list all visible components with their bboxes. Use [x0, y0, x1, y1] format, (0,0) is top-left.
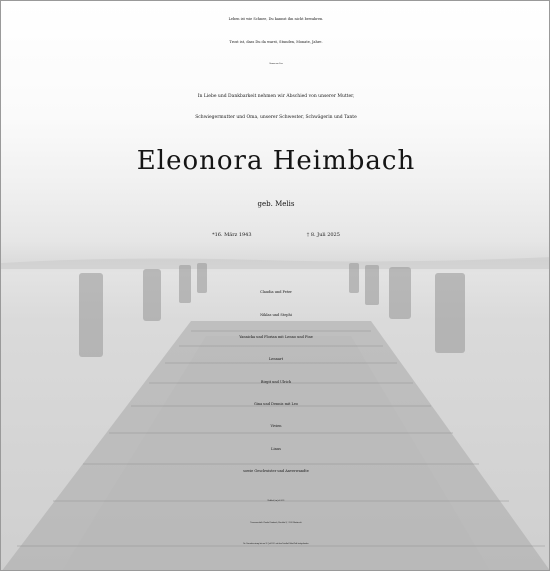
place-date: Waldbröl, im Juli 2025 — [267, 501, 285, 502]
obituary-text — [1, 1, 550, 571]
mourner-8: Linus — [271, 447, 281, 451]
mourner-9: sowie Geschwister und Anverwandte — [243, 469, 309, 473]
intro-line-1: In Liebe und Dankbarkeit nehmen wir Abschied von unserer Mutter, — [197, 94, 355, 99]
mourner-4: Lennart — [268, 357, 284, 361]
mourner-1: Claudia und Peter — [260, 290, 292, 294]
deceased-name: Eleonora Heimbach — [136, 146, 416, 176]
intro-line-2: Schwiegermutter und Oma, unserer Schwester, Schwägerin und Tante — [195, 115, 357, 120]
mourner-2: Niklas und Stephi — [260, 313, 292, 317]
mourner-5: Birgit und Ulrich — [260, 380, 292, 384]
quote-line-1: Leben ist wie Schnee, Du kannst ihn nicht bewahren. — [228, 17, 324, 21]
maiden-name: geb. Melis — [257, 200, 295, 208]
burial-note: Die Urnenbeisetzung hat am 22. Juli 2025 auf dem Friedhof Hahn/Puhl stattgefunden. — [243, 544, 309, 545]
life-dates — [1, 232, 550, 238]
quote-line-2: Trost ist, dass Du da warst, Stunden, Monate, Jahre. — [229, 40, 323, 44]
mourner-6: Gina und Dennis mit Leo — [253, 402, 299, 406]
mourner-7: Vivien — [270, 424, 282, 428]
quote-author: Herman van Veen — [269, 64, 283, 65]
birth-date: *16. März 1943 — [212, 232, 252, 238]
death-date: † 8. Juli 2025 — [306, 232, 340, 238]
mourning-address: Traueranschrift: Claudia Heimbach, Büschhof 6, 51588 Nümbrecht — [250, 523, 302, 524]
mourner-3: Yannicka und Florian mit Lenno und Fine — [239, 335, 313, 339]
